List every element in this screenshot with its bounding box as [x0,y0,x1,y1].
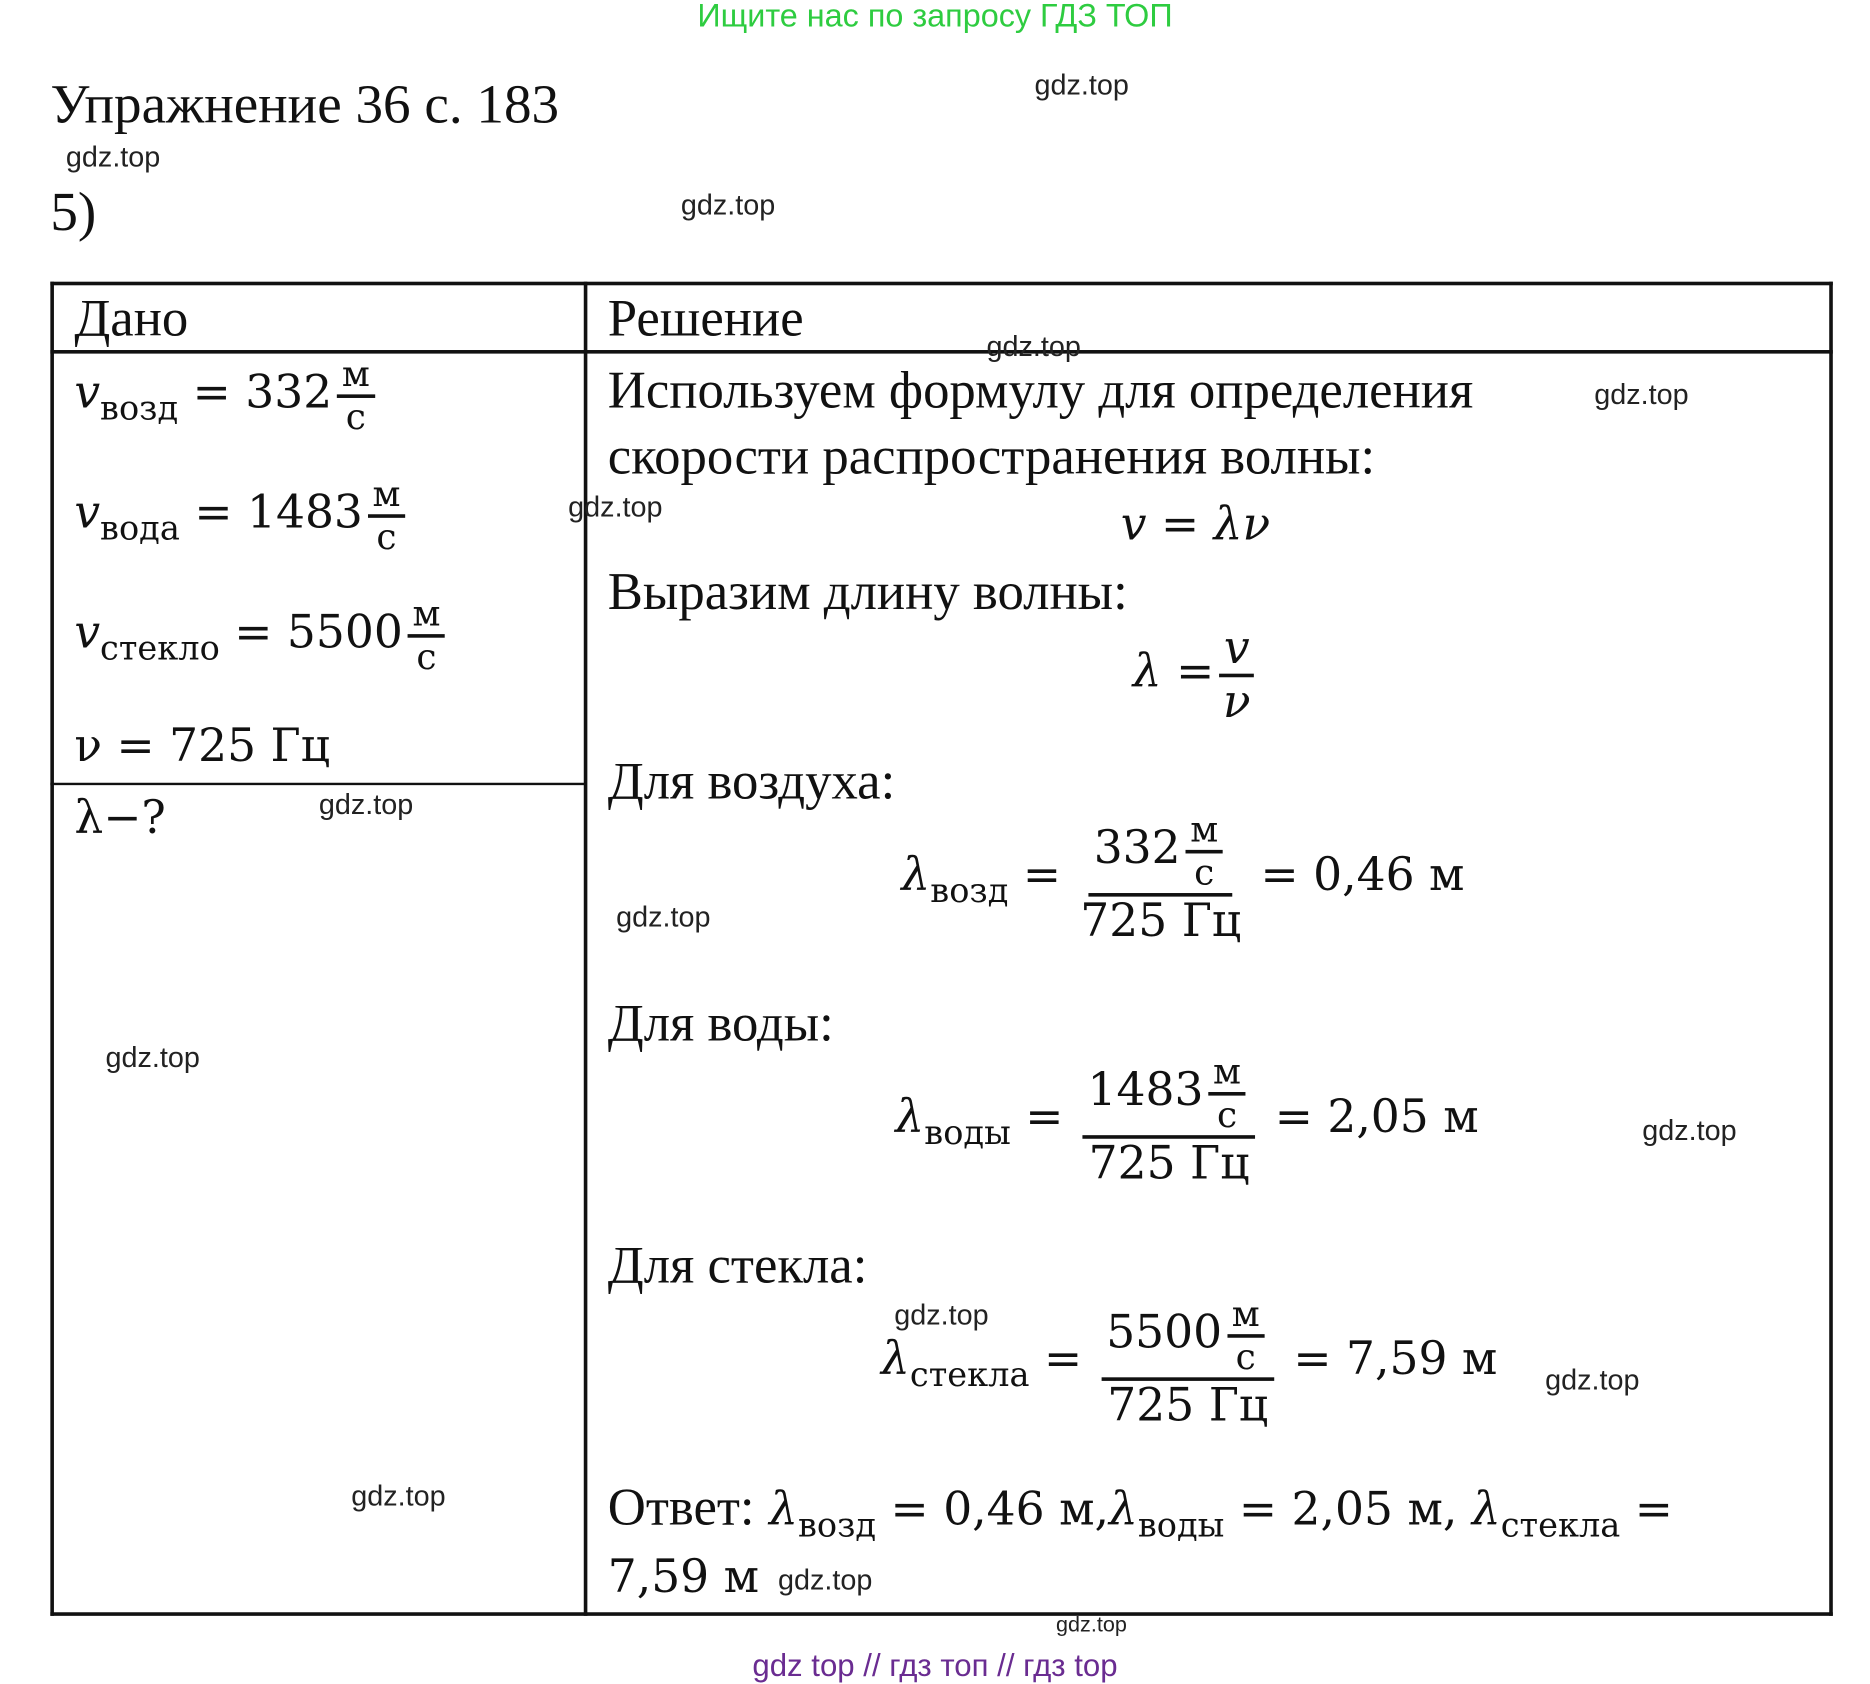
watermark: gdz.top [1545,1364,1640,1397]
watermark: gdz.top [65,141,161,174]
watermark: gdz.top [318,788,414,822]
search-banner[interactable]: Ищите нас по запросу ГДЗ ТОП [697,0,1173,34]
given-v-air: $v_{возд} = 332$ $\frac{м}{с}$ [74,355,379,438]
watermark: gdz.top [894,1299,989,1332]
solution-header: Решение [607,288,804,348]
given-v-water: $v_{вода} = 1483$ $\frac{м}{с}$ [74,475,410,558]
table-border-left [50,282,54,1616]
case-glass-label: Для стекла: [607,1235,868,1295]
express-text: Выразим длину волны: [607,562,1128,621]
given-frequency: ν = 725 Гц [74,719,331,772]
table-column-divider [584,282,588,1616]
watermark: gdz.top [680,189,776,222]
wave-formula: v = λν [1120,497,1271,551]
answer-line-2: 7,59 м [607,1549,760,1603]
watermark: gdz.top [1034,69,1129,102]
case-glass-formula: $\lambda_{стекла}$ = 5500 $\frac{м}{с}$ 725 Гц = 7,59 м [881,1293,1498,1432]
footer-links[interactable]: gdz top // гдз топ // гдз top [752,1647,1118,1683]
watermark: gdz.top [351,1480,446,1513]
solution-intro-2: скорости распространения волны: [607,426,1376,486]
lambda-formula: λ = $\frac{v}{\nu}$ [1133,623,1259,727]
table-border-right [1829,282,1833,1616]
answer-line-1: Ответ: $\lambda_{возд} = 0,46$ $м,\lambda_{воды} = 2,05$ м, $\lambda_{стекла}$ = [607,1477,1673,1546]
watermark: gdz.top [777,1564,873,1597]
page-title: Упражнение 36 с. 183 [50,73,560,135]
table-border-bottom [50,1612,1832,1616]
watermark-small: gdz.top [1056,1612,1127,1637]
given-find-divider [50,783,586,785]
case-water-label: Для воды: [607,993,834,1053]
given-header: Дано [74,288,189,348]
part-number: 5) [50,181,97,243]
case-water-formula: $\lambda_{воды}$ = 1483 $\frac{м}{с}$ 725 Гц = 2,05 м [895,1051,1479,1190]
given-v-glass: $v_{стекло} = 5500$ $\frac{м}{с}$ [74,595,450,678]
find-lambda: λ−? [74,791,166,844]
watermark: gdz.top [1642,1114,1737,1148]
watermark: gdz.top [1594,378,1689,412]
table-header-divider [50,350,1832,354]
watermark: gdz.top [986,330,1081,364]
table-border-top [50,282,1832,286]
solution-intro-1: Используем формулу для определения [607,360,1474,420]
watermark: gdz.top [568,491,663,524]
case-air-label: Для воздуха: [607,751,896,811]
watermark: gdz.top [616,901,711,934]
case-air-formula: $\lambda_{возд}$ = 332 $\frac{м}{с}$ 725 Гц = 0,46 м [901,809,1465,947]
watermark: gdz.top [105,1041,200,1075]
